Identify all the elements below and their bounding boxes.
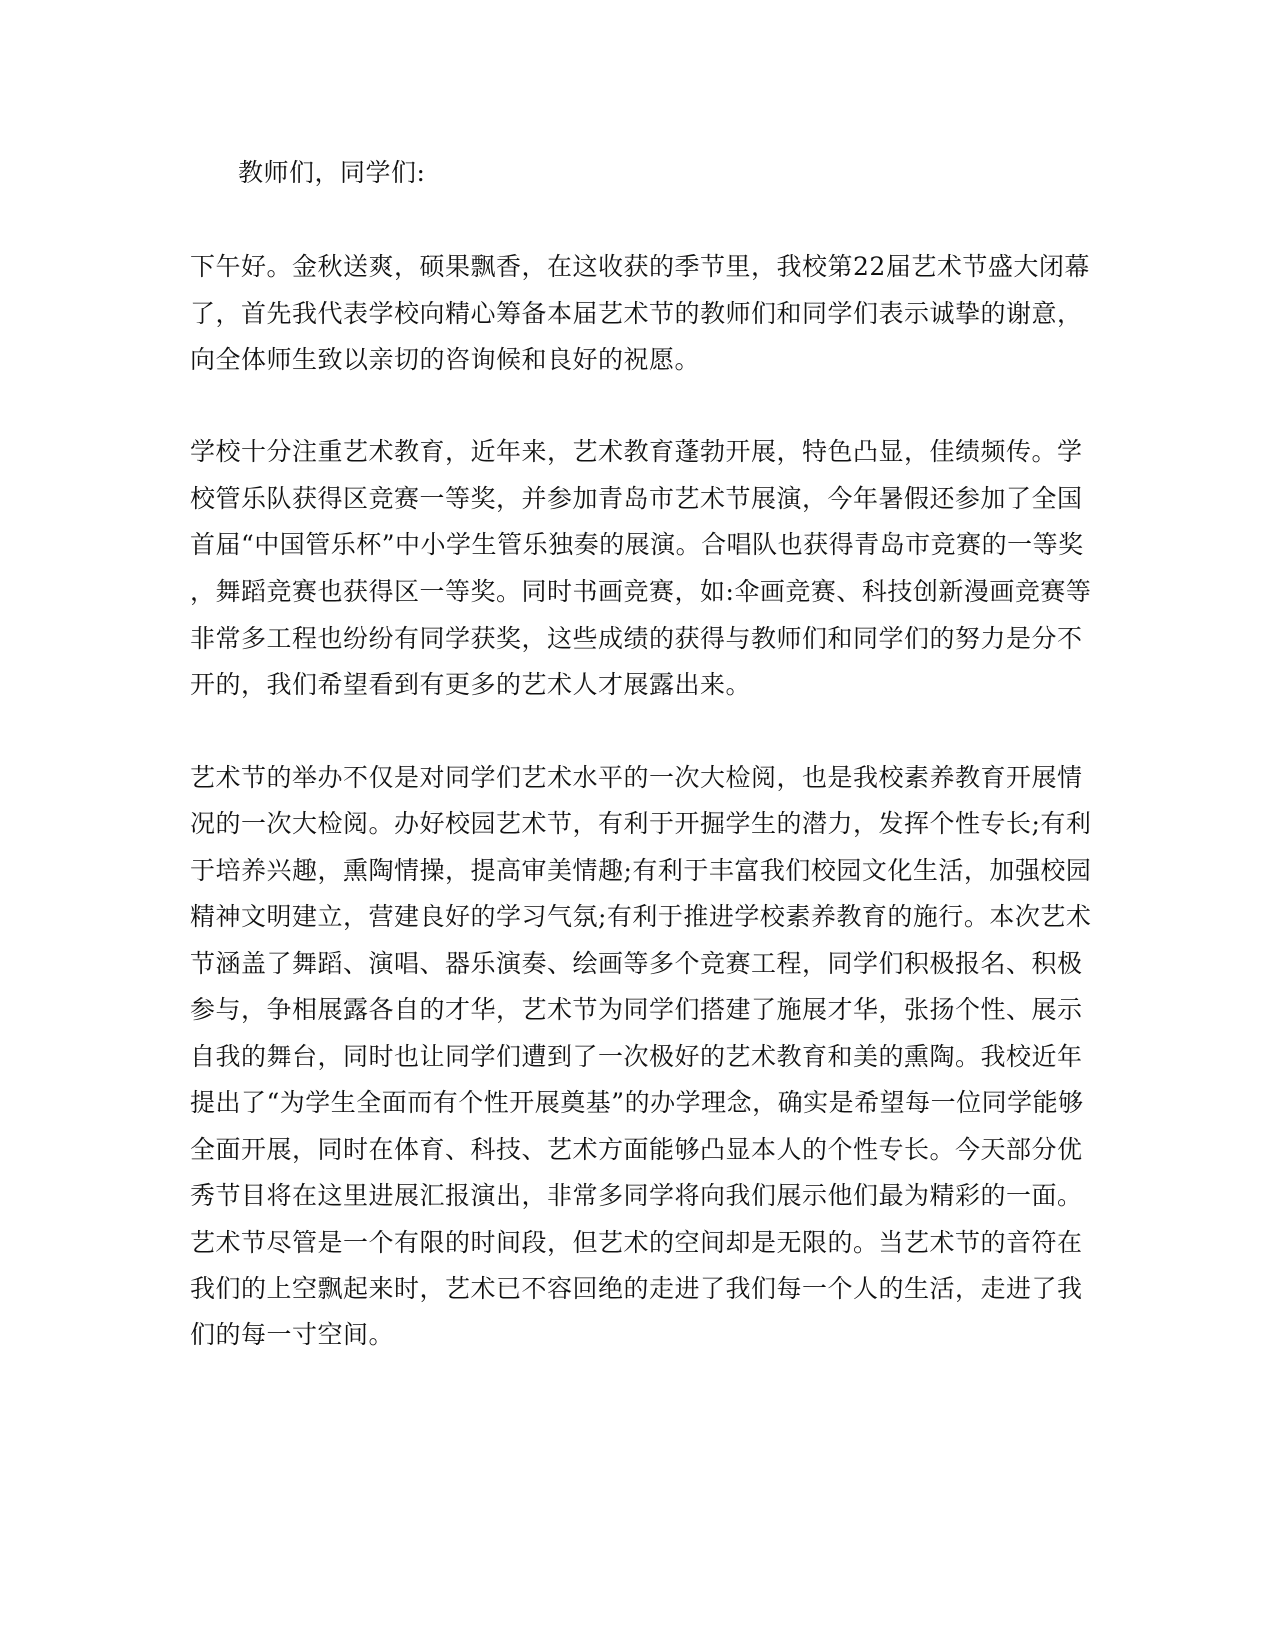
paragraph-line: 精神文明建立，营建良好的学习气氛;有利于推进学校素养教育的施行。本次艺术 — [190, 902, 1092, 931]
paragraph-line: 提出了“为学生全面而有个性开展奠基”的办学理念，确实是希望每一位同学能够 — [190, 1088, 1084, 1117]
paragraph-line: 秀节目将在这里进展汇报演出，非常多同学将向我们展示他们最为精彩的一面。 — [190, 1181, 1083, 1210]
paragraph-line: 下午好。金秋送爽，硕果飘香，在这收获的季节里，我校第22届艺术节盛大闭幕 — [190, 252, 1090, 281]
paragraph-line: 了，首先我代表学校向精心筹备本届艺术节的教师们和同学们表示诚挚的谢意， — [190, 299, 1083, 328]
paragraph-line: ，舞蹈竞赛也获得区一等奖。同时书画竞赛，如:伞画竞赛、科技创新漫画竞赛等 — [190, 577, 1092, 606]
paragraph-line: 非常多工程也纷纷有同学获奖，这些成绩的获得与教师们和同学们的努力是分不 — [190, 624, 1083, 653]
paragraph-line: 艺术节的举办不仅是对同学们艺术水平的一次大检阅，也是我校素养教育开展情 — [190, 763, 1083, 792]
paragraph-line: 开的，我们希望看到有更多的艺术人才展露出来。 — [190, 670, 752, 699]
paragraph-line: 参与，争相展露各自的才华，艺术节为同学们搭建了施展才华，张扬个性、展示 — [190, 995, 1083, 1024]
paragraph-line: 学校十分注重艺术教育，近年来，艺术教育蓬勃开展，特色凸显，佳绩频传。学 — [190, 437, 1083, 466]
paragraph-line: 节涵盖了舞蹈、演唱、器乐演奏、绘画等多个竞赛工程，同学们积极报名、积极 — [190, 949, 1083, 978]
paragraph-line: 况的一次大检阅。办好校园艺术节，有利于开掘学生的潜力，发挥个性专长;有利 — [190, 809, 1092, 838]
paragraph-line: 我们的上空飘起来时，艺术已不容回绝的走进了我们每一个人的生活，走进了我 — [190, 1274, 1083, 1303]
paragraph-line: 于培养兴趣，熏陶情操，提高审美情趣;有利于丰富我们校园文化生活，加强校园 — [190, 856, 1092, 885]
paragraph-line: 自我的舞台，同时也让同学们遭到了一次极好的艺术教育和美的熏陶。我校近年 — [190, 1042, 1083, 1071]
paragraph-line: 全面开展，同时在体育、科技、艺术方面能够凸显本人的个性专长。今天部分优 — [190, 1135, 1083, 1164]
paragraph-line: 校管乐队获得区竞赛一等奖，并参加青岛市艺术节展演，今年暑假还参加了全国 — [190, 484, 1083, 513]
paragraph-line: 向全体师生致以亲切的咨询候和良好的祝愿。 — [190, 345, 701, 374]
paragraph-line: 首届“中国管乐杯”中小学生管乐独奏的展演。合唱队也获得青岛市竞赛的一等奖 — [190, 530, 1084, 559]
salutation: 教师们，同学们: — [238, 158, 426, 187]
paragraph-line: 们的每一寸空间。 — [190, 1320, 395, 1349]
paragraph-line: 艺术节尽管是一个有限的时间段，但艺术的空间却是无限的。当艺术节的音符在 — [190, 1228, 1083, 1257]
